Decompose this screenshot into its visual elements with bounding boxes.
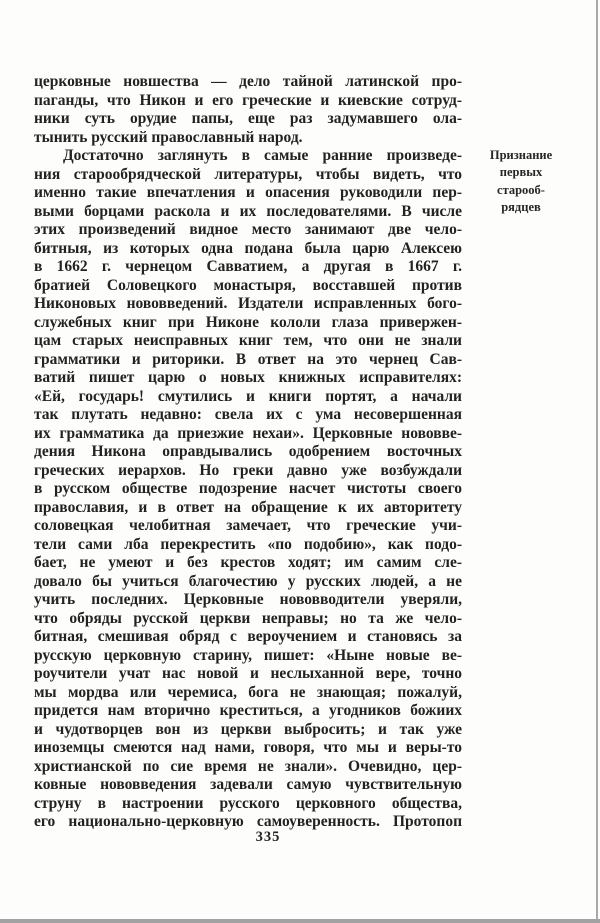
text-line: ники суть орудие папы, еще раз задумавшего ола- <box>34 110 462 127</box>
text-line: Никоновых нововведений. Издатели исправленных бого- <box>34 295 462 312</box>
paragraph-old-believers <box>34 147 462 832</box>
text-line: ковные нововведения задевали самую чувствительную <box>34 776 462 793</box>
text-line: иноземцы смеются над нами, говоря, что мы и веры-то <box>34 739 462 756</box>
text-line: бает, не умеют и без крестов ходят; им самим сле- <box>34 554 462 571</box>
text-line: их грамматика да приезжие нехаи». Церковные нововве- <box>34 424 462 442</box>
text-line: так плутать недавно: свела их с ума несовершенная <box>34 406 462 423</box>
text-line: паганды, что Никон и его греческие и киевские сотруд- <box>34 91 462 109</box>
scan-edge-line-bottom <box>0 919 600 923</box>
text-line: первых <box>499 165 543 180</box>
text-line: битныя, из которых одна подана была царю Алексею <box>34 239 462 257</box>
scan-edge-line-right <box>596 0 598 923</box>
text-line: мы мордва или черемиса, бога не знающая; пожалуй, <box>34 683 462 701</box>
text-line: Достаточно заглянуть в самые ранние произведе- <box>63 147 462 164</box>
text-line: православия, и в ответ на обращение к их авторитету <box>34 498 462 516</box>
text-line: старооб- <box>497 182 545 197</box>
text-line: служебных книг при Никоне кололи глаза привержен- <box>34 313 462 331</box>
text-line: тели сами лба перекрестить «по подобию», как подо- <box>34 535 462 553</box>
text-line: церковные новшества — дело тайной латинской про- <box>34 73 462 90</box>
text-line: его национально-церковную самоуверенность. Протопоп <box>34 813 462 830</box>
text-line: тынить русский православный народ. <box>34 128 303 146</box>
text-line: именно такие впечатления и опасения руководили пер- <box>34 184 462 201</box>
text-line: дения Никона оправдывались одобрением восточных <box>34 443 462 460</box>
text-line: ватий пишет царю о новых книжных исправителях: <box>34 369 462 386</box>
text-line: христианской по сие время не знали». Очевидно, цер- <box>34 757 462 775</box>
text-line: этих произведений видное место занимают две чело- <box>34 221 462 238</box>
paragraph-continuation <box>34 73 462 147</box>
text-line: выми борцами раскола и их последователями. В числе <box>34 202 462 220</box>
text-line: довало бы учиться благочестию у русских людей, а не <box>34 572 462 590</box>
text-line: грамматики и риторики. В ответ на это чернец Сав- <box>34 350 462 368</box>
page-number: 335 <box>255 829 281 845</box>
text-line: братией Соловецкого монастыря, восставшей против <box>34 276 462 294</box>
text-line: «Ей, государь! смутились и книги портят, а начали <box>34 387 462 405</box>
text-line: цам старых неисправных книг тем, что они не знали <box>34 332 462 349</box>
main-text-column <box>34 73 462 832</box>
text-line: русскую церковную старину, пишет: «Ныне новые ве- <box>34 646 462 664</box>
margin-note <box>474 147 568 217</box>
text-line: струну в настроении русского церковного общества, <box>34 794 462 812</box>
text-line: учить последних. Церковные нововводители уверяли, <box>34 591 462 608</box>
text-line: и чудотворцев вон из церкви выбросить; и так уже <box>34 720 462 738</box>
text-line: в русском обществе подозрение насчет чистоты своего <box>34 480 462 497</box>
text-line: Признание <box>489 148 553 162</box>
text-line: роучители учат нас новой и неслыханной вере, точно <box>34 665 462 682</box>
text-line: что обряды русской церкви неправы; но та же чело- <box>34 609 462 627</box>
text-line: в 1662 г. чернецом Савватием, а другая в 1667 г. <box>34 258 462 275</box>
text-line: соловецкая челобитная замечает, что греческие учи- <box>34 517 462 534</box>
text-line: придется нам вторично креститься, а угодников божиих <box>34 702 462 719</box>
text-line: битная, смешивая обряд с вероучением и становясь за <box>34 628 462 645</box>
text-line: ния старообрядческой литературы, чтобы видеть, что <box>34 165 462 183</box>
text-line: рядцев <box>501 200 541 215</box>
text-line: греческих иерархов. Но греки давно уже возбуждали <box>34 461 462 479</box>
